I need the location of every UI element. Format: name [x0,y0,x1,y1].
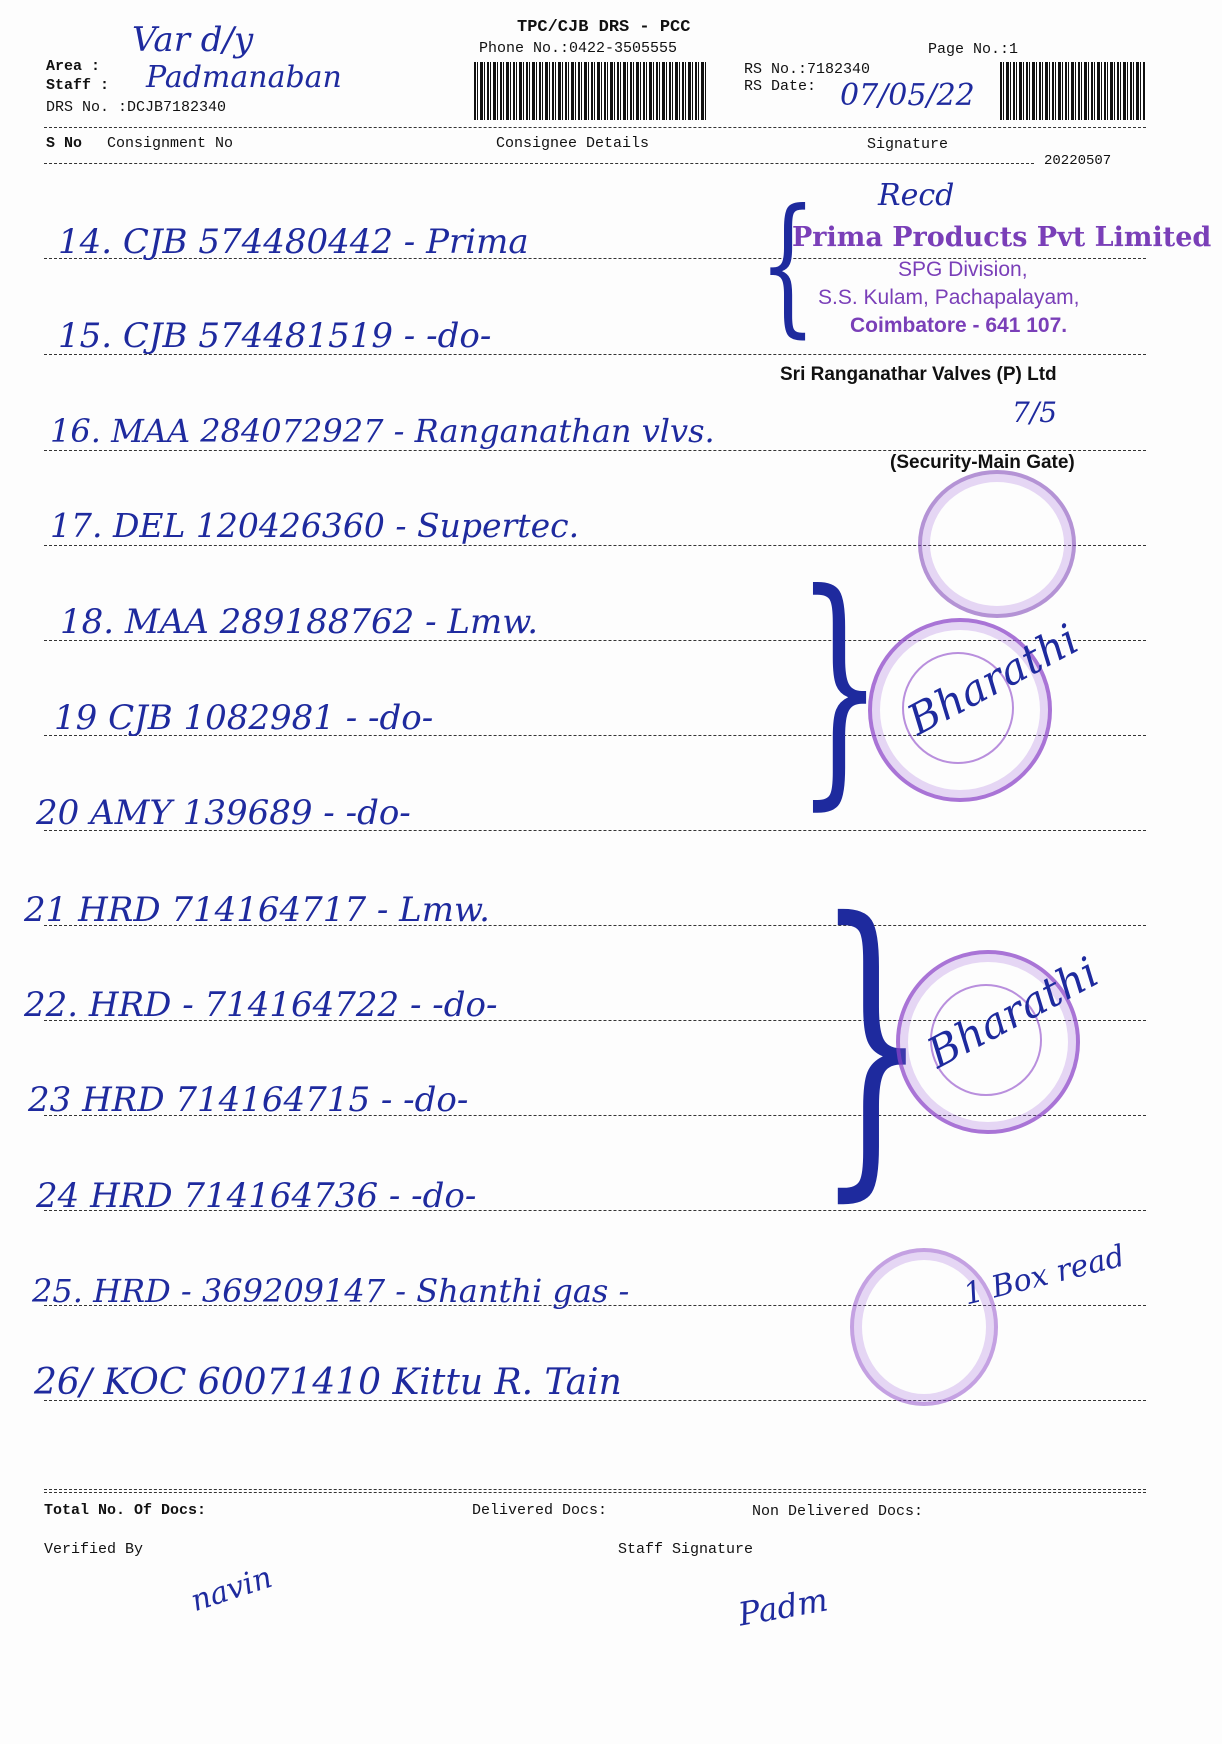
footer-divider [44,1489,1146,1490]
rule-line [44,450,1146,451]
page-number: Page No.:1 [928,41,1019,58]
entry-row: 21 HRD 714164717 - Lmw. [24,890,490,930]
lmw-signature: Bharathi [919,947,1107,1078]
column-consignment: Consignment No [107,135,234,152]
barcode-right [1000,62,1146,120]
entry-row: 14. CJB 574480442 - Prima [58,222,529,262]
column-divider [44,163,1034,164]
brace-mark: } [795,540,884,831]
ranganathar-stamp: Sri Ranganathar Valves (P) Ltd [780,364,1057,385]
entry-row: 18. MAA 289188762 - Lmw. [60,602,539,642]
entry-row: 24 HRD 714164736 - -do- [36,1176,477,1216]
ranganathar-signature: 7/5 [1012,396,1058,429]
area-value: Var d/y [132,20,254,60]
date-code: 20220507 [1044,153,1112,169]
security-stamp: (Security-Main Gate) [890,452,1075,473]
shanthi-seal [850,1248,998,1406]
staff-label: Staff : [46,77,110,94]
column-consignee: Consignee Details [496,135,650,152]
brace-mark: } [815,856,928,1228]
prima-address-2: Coimbatore - 641 107. [850,314,1068,337]
entry-row: 16. MAA 284072927 - Ranganathan vlvs. [50,412,715,450]
total-docs-label: Total No. Of Docs: [44,1502,207,1519]
rs-date-label: RS Date: [744,78,817,95]
prima-company-name: Prima Products Pvt Limited [792,222,1212,253]
brace-mark: { [759,178,817,352]
drs-number: DRS No. :DCJB7182340 [46,99,227,116]
entry-row: 23 HRD 714164715 - -do- [28,1080,469,1120]
verified-by-label: Verified By [44,1541,144,1558]
staff-signature: Padm [735,1580,831,1634]
rs-date-value: 07/05/22 [840,78,975,113]
barcode-left [474,62,706,120]
sheet-title: TPC/CJB DRS - PCC [517,18,691,37]
phone-number: Phone No.:0422-3505555 [479,40,678,57]
entry-row: 20 AMY 139689 - -do- [36,793,411,833]
column-signature: Signature [867,136,949,153]
entry-row: 25. HRD - 369209147 - Shanthi gas - [32,1272,630,1310]
header-divider [44,127,1146,128]
entry-row: 17. DEL 120426360 - Supertec. [50,506,580,545]
prima-address-1: S.S. Kulam, Pachapalayam, [818,286,1080,309]
non-delivered-docs-label: Non Delivered Docs: [752,1503,924,1520]
lmw-signature: Bharathi [899,614,1087,745]
entry-row: 19 CJB 1082981 - -do- [54,698,434,738]
box-note: 1 Box read [960,1238,1129,1313]
rs-number: RS No.:7182340 [744,61,871,78]
column-sno: S No [46,135,83,152]
verified-signature: navin [186,1560,277,1619]
entry-row: 26/ KOC 60071410 Kittu R. Tain [34,1362,622,1403]
prima-division: SPG Division, [898,258,1028,281]
staff-value: Padmanaban [146,60,342,95]
entry-row: 15. CJB 574481519 - -do- [58,316,492,356]
supertech-seal [918,470,1076,618]
area-label: Area : [46,58,101,75]
entry-row: 22. HRD - 714164722 - -do- [24,985,498,1025]
staff-signature-label: Staff Signature [618,1541,754,1558]
received-note: Recd [878,178,955,213]
rule-line [44,1492,1146,1493]
delivered-docs-label: Delivered Docs: [472,1502,608,1519]
